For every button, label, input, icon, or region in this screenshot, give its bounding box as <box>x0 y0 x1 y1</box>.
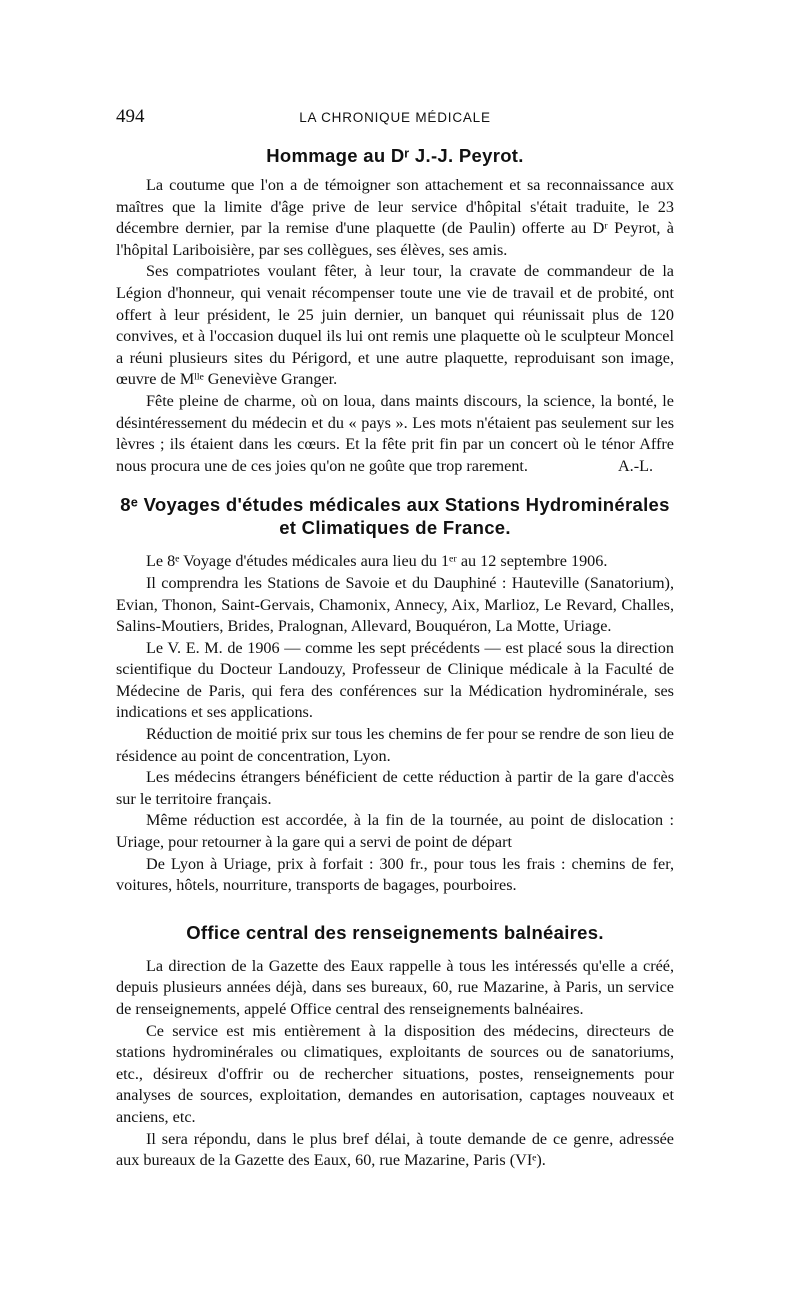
paragraph: Même réduction est accordée, à la fin de la tournée, au point de dislocation : Uriage, pour retourner à la gare qui a servi de point de départ <box>116 811 674 852</box>
paragraph: Ses compatriotes voulant fêter, à leur tour, la cravate de commandeur de la Légion d'honneur, qui venait récompenser toute une vie de travail et de probité, ont offert à leur président, le 25 juin dernier, un banquet qui réunissait plus de 120 convives, et à l'occasion duquel ils lui ont remis une plaquette où le sculpteur Moncel a réuni plusieurs sites du Périgord, et une autre plaquette, reproduisant son image, œuvre de Mˡˡᵉ Geneviève Granger. <box>116 262 674 389</box>
paragraph <box>116 391 674 477</box>
section-title-hommage: Hommage au Dʳ J.-J. Peyrot. <box>266 145 524 166</box>
signature: A.-L. <box>617 456 654 475</box>
paragraph-text: Fête pleine de charme, où on loua, dans maints discours, la science, la bonté, le désintéressement du médecin et du « pays ». Les mots n'étaient pas seulement sur les lèvres ; ils étaient dans les cœurs. Et la fête prit fin par un concert où le ténor Affre nous procura une de ces joies qu'on ne goûte que trop rarement. <box>116 391 674 475</box>
paragraph: Réduction de moitié prix sur tous les chemins de fer pour se rendre de son lieu de résidence au point de concentration, Lyon. <box>116 725 674 765</box>
paragraph: Il comprendra les Stations de Savoie et du Dauphiné : Hauteville (Sanatorium), Evian, Thonon, Saint-Gervais, Chamonix, Annecy, Aix, Marlioz, Le Revard, Challes, Salins-Moutiers, Brides, Pralognan, Allevard, Bouquéron, La Motte, Uriage. <box>116 573 674 636</box>
section-title-voyages: 8ᵉ Voyages d'études médicales aux Stations Hydrominérales et Climatiques de France. <box>120 494 670 539</box>
document-page <box>116 104 674 1172</box>
paragraph: Ce service est mis entièrement à la disposition des médecins, directeurs de stations hydrominérales ou climatiques, exploitants de sources ou de sanatoriums, etc., désireux d'offrir ou de rechercher situations, postes, renseignements pour analyses de sources, exploitation, demandes en autorisation, captages nouveaux et anciens, etc. <box>116 1021 674 1126</box>
running-head <box>116 104 674 128</box>
paragraph: Le V. E. M. de 1906 — comme les sept précédents — est placé sous la direction scientifique du Docteur Landouzy, Professeur de Clinique médicale à la Faculté de Médecine de Paris, qui fera des conférences sur la Médication hydrominérale, ses indications et ses applications. <box>116 638 674 722</box>
paragraph: La coutume que l'on a de témoigner son attachement et sa reconnaissance aux maîtres que la limite d'âge prive de leur service d'hôpital s'était traduite, le 23 décembre dernier, par la remise d'une plaquette (de Paulin) offerte au Dʳ Peyrot, à l'hôpital Lariboisière, par ses collègues, ses élèves, ses amis. <box>116 176 674 259</box>
section-voyages <box>116 551 674 897</box>
page-number: 494 <box>116 106 145 127</box>
paragraph: La direction de la Gazette des Eaux rappelle à tous les intéressés qu'elle a créé, depuis plusieurs années déjà, dans ses bureaux, 60, rue Mazarine, à Paris, un service de renseignements, appelé Office central des renseignements balnéaires. <box>116 956 674 1018</box>
paragraph: Le 8ᵉ Voyage d'études médicales aura lieu du 1ᵉʳ au 12 septembre 1906. <box>146 552 608 571</box>
section-hommage <box>116 175 674 477</box>
paragraph: De Lyon à Uriage, prix à forfait : 300 fr., pour tous les frais : chemins de fer, voitures, hôtels, nourriture, transports de bagages, pourboires. <box>116 854 674 895</box>
journal-title: LA CHRONIQUE MÉDICALE <box>299 110 491 125</box>
section-title-office: Office central des renseignements balnéaires. <box>186 921 604 943</box>
paragraph: Les médecins étrangers bénéficient de cette réduction à partir de la gare d'accès sur le territoire français. <box>116 768 674 808</box>
section-office <box>116 956 674 1172</box>
paragraph: Il sera répondu, dans le plus bref délai, à toute demande de ce genre, adressée aux bureaux de la Gazette des Eaux, 60, rue Mazarine, Paris (VIᵉ). <box>116 1129 674 1170</box>
